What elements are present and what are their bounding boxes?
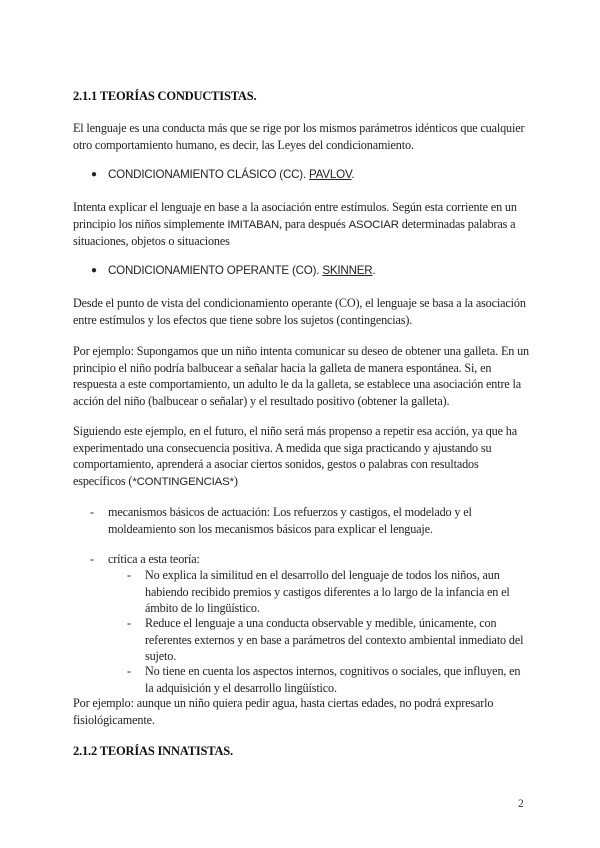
classical-asociar: ASOCIAR [348, 218, 399, 231]
classical-text-2: , para después [279, 216, 349, 231]
operant-paragraph-3 [73, 423, 533, 490]
operant-contingencias: *CONTINGENCIAS* [132, 475, 234, 488]
critique-example: Por ejemplo: aunque un niño quiera pedir agua, hasta ciertas edades, no podrá expresarlo fisiológicamente. [73, 696, 494, 727]
sub-dash-mark: - [127, 664, 132, 678]
critique-label: crítica a esta teoría: [108, 552, 200, 566]
sub-dash-mark: - [127, 616, 132, 630]
section-heading-innatistas: 2.1.2 TEORÍAS INNATISTAS. [73, 744, 233, 758]
operant-paragraph-example: Por ejemplo: Supongamos que un niño intenta comunicar su deseo de obtener una galleta. En un principio el niño podría balbucear a señalar hacia la galleta de manera espontánea. Si, en respuesta a este comportamiento, un adulto le da la galleta, se establece una asociación entre la acción del niño (balbucear o señalar) y el resultado positivo (obtener la galleta). [73, 344, 529, 408]
critique-subitem-text: No explica la similitud en el desarrollo del lenguaje de todos los niños, aun habiendo recibido premios y castigos diferentes a lo largo de la infancia en el ámbito de lo lingüístico. [145, 568, 510, 615]
intro-paragraph: El lenguaje es una conducta más que se rige por los mismos parámetros idénticos que cualquier otro comportamiento humano, es decir, las Leyes del condicionamiento. [73, 121, 525, 152]
sub-dash-mark: - [127, 568, 132, 582]
bullet-label: CONDICIONAMIENTO CLÁSICO (CC). [108, 168, 309, 181]
dash-mark: - [90, 505, 95, 519]
bullet-end: . [351, 168, 355, 181]
bullet-dot-icon: ● [91, 169, 97, 180]
author-skinner: SKINNER [322, 264, 373, 277]
critique-subitem-text: No tiene en cuenta los aspectos internos, cognitivos o sociales, que influyen, en la adquisición y el desarrollo lingüístico. [145, 664, 521, 695]
operant-text-3a: Siguiendo este ejemplo, en el futuro, el niño será más propenso a repetir esa acción, ya que ha experimentado una consecuencia positiva. A medida que siga practicando y ajustando su comportamiento, aprenderá a asociar ciertos sonidos, gestos o palabras con resultados específicos ( [73, 424, 517, 488]
operant-paragraph-1: Desde el punto de vista del condicionamiento operante (CO), el lenguaje se basa a la asociación entre estímulos y los efectos que tiene sobre los sujetos (contingencias). [73, 296, 526, 327]
section-heading-conductistas: 2.1.1 TEORÍAS CONDUCTISTAS. [73, 89, 257, 103]
bullet-text [108, 263, 376, 280]
bullet-dot-icon: ● [91, 265, 97, 276]
dash-mark: - [90, 552, 95, 566]
author-pavlov: PAVLOV [309, 168, 352, 181]
bullet-end: . [372, 264, 376, 277]
classical-text-1: Intenta explicar el lenguaje en base a la asociación entre estímulos. Según esta corriente en un principio los niños simplemente [73, 200, 517, 231]
page-number: 2 [518, 798, 524, 810]
bullet-label: CONDICIONAMIENTO OPERANTE (CO). [108, 264, 323, 277]
critique-subitem-text: Reduce el lenguaje a una conducta observable y medible, únicamente, con referentes externos y en base a parámetros del contexto ambiental inmediato del sujeto. [145, 616, 524, 663]
classical-paragraph [73, 199, 533, 250]
mechanisms-text: mecanismos básicos de actuación: Los refuerzos y castigos, el modelado y el moldeamiento son los mecanismos básicos para explicar el lenguaje. [108, 505, 472, 536]
bullet-text [108, 167, 354, 184]
classical-text-3: determinadas palabras a situaciones, objetos o situaciones [73, 216, 516, 248]
classical-imitaban: IMITABAN [227, 218, 280, 231]
operant-text-3b: ) [233, 473, 238, 488]
